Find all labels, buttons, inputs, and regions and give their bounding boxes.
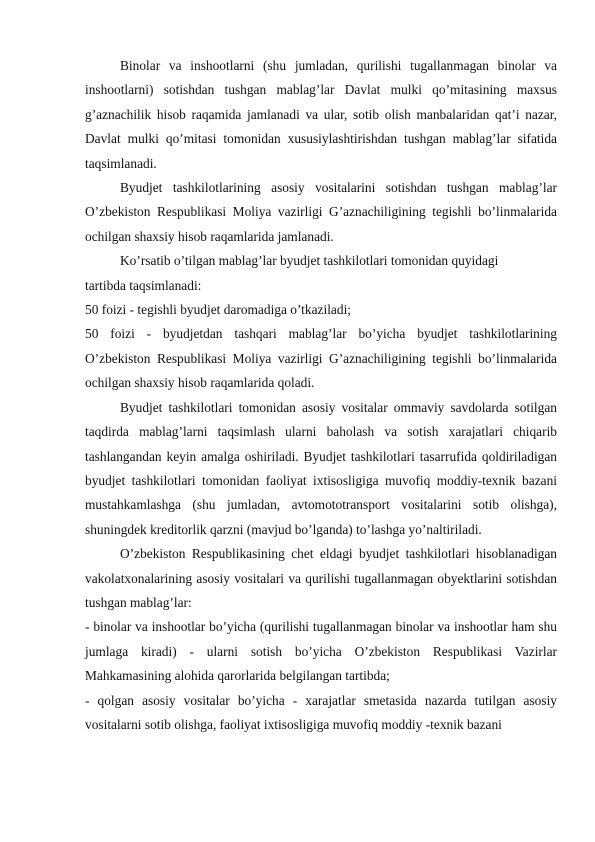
paragraph-public-auction: Byudjet tashkilotlari tomonidan asosiy vositalar ommaviy savdolarda sotilgan taqdirda mablag’larni taqsimlash ularni baholash va sotish xarajatlari chiqarib tashlangandan keyin amalga oshiriladi. Byudjet tashkilotlari tasarrufida qoldiriladigan byudjet tashkilotlari tomonidan faoliyat ixtisosligiga muvofiq moddiy-texnik bazani mustahkamlashga (shu jumladan, avtomototransport vositalarini sotib olishga), shuningdek kreditorlik qarzni (mavjud bo’lganda) to’lashga yo’naltiriladi. (85, 399, 557, 537)
paragraph-foreign-missions: O’zbekiston Respublikasining chet eldagi byudjet tashkilotlari hisoblanadigan vakolatxonalarining asosiy vositalari va qurilishi tugallanmagan obyektlarini sotishdan tushgan mablag’lar: (85, 546, 557, 610)
list-item-buildings: - binolar va inshootlar bo’yicha (qurilishi tugallanmagan binolar va inshootlar ham shu jumlaga kiradi) - ularni sotish bo’yicha O’zbekiston Respublikasi Vazirlar Mahkamasining alohida qarorlarida belgilangan tartibda; (85, 619, 557, 684)
paragraph-distribution-order: tartibda taqsimlanadi: (85, 277, 202, 293)
paragraph-budget-assets-sales: Byudjet tashkilotlarining asosiy vositalarini sotishdan tushgan mablag’lar O’zbekiston Respublikasi Moliya vazirligi G’aznachiligining tegishli bo’linmalarida ochilgan shaxsiy hisob raqamlarida jamlanadi. (85, 180, 557, 244)
list-item-50-percent-extrabudget: 50 foizi - byudjetdan tashqari mablag’lar bo’yicha byudjet tashkilotlarining O’zbekiston Respublikasi Moliya vazirligi G’aznachiligining tegishli bo’linmalarida ochilgan shaxsiy hisob raqamlarida qoladi. (85, 326, 557, 391)
paragraph-distribution-intro: Ko’rsatib o’tilgan mablag’lar byudjet tashkilotlari tomonidan quyidagi (120, 253, 499, 269)
list-item-other-assets: - qolgan asosiy vositalar bo’yicha - xarajatlar smetasida nazarda tutilgan asosiy vositalarni sotib olishga, faoliyat ixtisosligiga muvofiq moddiy -texnik bazani (85, 692, 557, 732)
paragraph-building-sales: Binolar va inshootlarni (shu jumladan, qurilishi tugallanmagan binolar va inshootlarni) sotishdan tushgan mablag’lar Davlat mulki qo’mitasining maxsus g’aznachilik hisob raqamida jamlanadi va ular, sotib olish manbalaridan qat’i nazar, Davlat mulki qo’mitasi tomonidan xususiylashtirishdan tushgan mablag’lar sifatida taqsimlanadi. (85, 58, 557, 171)
list-item-50-percent-budget: 50 foizi - tegishli byudjet daromadiga o’tkaziladi; (85, 302, 352, 318)
document-page (85, 54, 557, 737)
